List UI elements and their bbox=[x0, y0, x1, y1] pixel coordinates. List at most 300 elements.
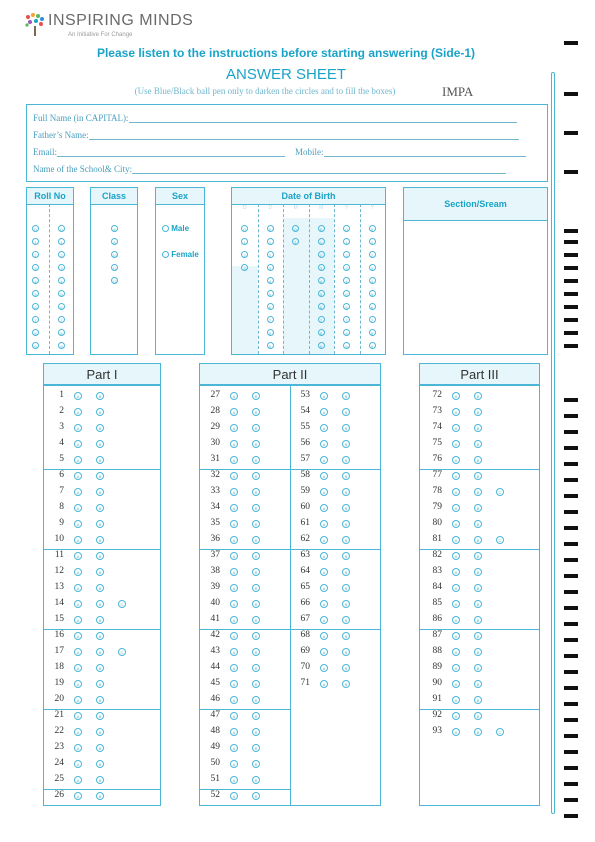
answer-bubble[interactable]: A bbox=[74, 504, 82, 512]
answer-bubble[interactable]: A bbox=[452, 520, 460, 528]
timing-mark bbox=[564, 292, 578, 296]
answer-bubble[interactable]: B bbox=[96, 424, 104, 432]
dob-bubble[interactable]: 4 bbox=[267, 277, 274, 284]
dob-bubble[interactable]: 8 bbox=[267, 329, 274, 336]
answer-bubble[interactable]: B bbox=[252, 552, 260, 560]
answer-bubble[interactable]: B bbox=[342, 440, 350, 448]
question-number: 27 bbox=[210, 390, 220, 400]
answer-bubble[interactable]: B bbox=[96, 552, 104, 560]
question-number: 51 bbox=[210, 774, 220, 784]
dob-bubble[interactable]: 7 bbox=[343, 316, 350, 323]
answer-bubble[interactable]: B bbox=[474, 696, 482, 704]
dob-bubble[interactable]: 0 bbox=[318, 225, 325, 232]
answer-bubble[interactable]: B bbox=[342, 488, 350, 496]
answer-bubble[interactable]: B bbox=[96, 760, 104, 768]
dob-bubble[interactable]: 2 bbox=[318, 251, 325, 258]
answer-bubble[interactable]: B bbox=[252, 392, 260, 400]
dob-bubble[interactable]: 0 bbox=[369, 225, 376, 232]
answer-bubble[interactable]: B bbox=[96, 568, 104, 576]
email-row[interactable] bbox=[33, 147, 285, 157]
answer-bubble[interactable]: A bbox=[74, 584, 82, 592]
roll-bubble[interactable]: 2 bbox=[58, 251, 65, 258]
answer-bubble[interactable]: B bbox=[252, 488, 260, 496]
answer-bubble[interactable]: B bbox=[342, 664, 350, 672]
answer-bubble[interactable]: B bbox=[96, 392, 104, 400]
answer-bubble[interactable]: A bbox=[230, 488, 238, 496]
answer-bubble[interactable]: B bbox=[96, 792, 104, 800]
answer-bubble[interactable]: A bbox=[230, 504, 238, 512]
answer-bubble[interactable]: B bbox=[474, 600, 482, 608]
section-box[interactable] bbox=[403, 187, 548, 355]
question-number: 55 bbox=[300, 422, 310, 432]
answer-bubble[interactable]: A bbox=[452, 584, 460, 592]
female-option[interactable] bbox=[162, 250, 199, 259]
answer-bubble[interactable]: A bbox=[74, 472, 82, 480]
answer-bubble[interactable]: A bbox=[230, 648, 238, 656]
answer-bubble[interactable]: A bbox=[230, 440, 238, 448]
dob-bubble[interactable]: 1 bbox=[343, 238, 350, 245]
answer-bubble[interactable]: A bbox=[320, 616, 328, 624]
question-number: 1 bbox=[59, 390, 64, 400]
answer-bubble[interactable]: A bbox=[74, 424, 82, 432]
answer-bubble[interactable]: A bbox=[74, 488, 82, 496]
answer-bubble[interactable]: B bbox=[252, 728, 260, 736]
dob-shade bbox=[232, 266, 258, 354]
answer-bubble[interactable]: B bbox=[96, 536, 104, 544]
timing-mark bbox=[564, 462, 578, 466]
logo bbox=[24, 12, 204, 48]
answer-bubble[interactable]: B bbox=[474, 712, 482, 720]
answer-bubble[interactable]: A bbox=[230, 776, 238, 784]
timing-mark bbox=[564, 240, 578, 244]
answer-bubble[interactable]: B bbox=[96, 408, 104, 416]
timing-mark bbox=[564, 654, 578, 658]
answer-bubble[interactable]: B bbox=[342, 456, 350, 464]
answer-bubble[interactable]: B bbox=[252, 424, 260, 432]
answer-bubble[interactable]: B bbox=[474, 472, 482, 480]
answer-bubble[interactable]: B bbox=[252, 584, 260, 592]
roll-bubble[interactable]: 8 bbox=[58, 329, 65, 336]
question-number: 66 bbox=[300, 598, 310, 608]
full-name-row[interactable] bbox=[33, 113, 517, 123]
dob-bubble[interactable]: 3 bbox=[343, 264, 350, 271]
answer-bubble[interactable]: A bbox=[230, 536, 238, 544]
answer-bubble[interactable]: B bbox=[474, 440, 482, 448]
answer-bubble[interactable]: A bbox=[320, 440, 328, 448]
answer-bubble[interactable]: B bbox=[474, 648, 482, 656]
answer-bubble[interactable]: A bbox=[452, 600, 460, 608]
class-bubble[interactable]: 8 bbox=[111, 238, 118, 245]
dob-bubble[interactable]: 2 bbox=[343, 251, 350, 258]
answer-bubble[interactable]: A bbox=[230, 568, 238, 576]
dob-bubble[interactable]: 4 bbox=[343, 277, 350, 284]
answer-bubble[interactable]: A bbox=[74, 792, 82, 800]
answer-bubble[interactable]: A bbox=[230, 760, 238, 768]
timing-mark bbox=[564, 305, 578, 309]
answer-bubble[interactable]: B bbox=[342, 536, 350, 544]
answer-bubble[interactable]: B bbox=[252, 600, 260, 608]
dob-bubble[interactable]: 5 bbox=[318, 290, 325, 297]
roll-bubble[interactable]: 6 bbox=[58, 303, 65, 310]
dob-bubble[interactable]: 8 bbox=[343, 329, 350, 336]
class-label: Class bbox=[91, 188, 137, 205]
answer-bubble[interactable]: B bbox=[96, 520, 104, 528]
question-number: 84 bbox=[432, 582, 442, 592]
dob-bubble[interactable]: 5 bbox=[267, 290, 274, 297]
answer-bubble[interactable]: B bbox=[252, 632, 260, 640]
answer-bubble[interactable]: A bbox=[452, 536, 460, 544]
question-number: 43 bbox=[210, 646, 220, 656]
mobile-row[interactable] bbox=[295, 147, 526, 157]
answer-bubble[interactable]: B bbox=[474, 552, 482, 560]
answer-bubble[interactable]: A bbox=[74, 728, 82, 736]
roll-bubble[interactable]: 4 bbox=[58, 277, 65, 284]
answer-bubble[interactable]: B bbox=[96, 456, 104, 464]
answer-bubble[interactable]: B bbox=[252, 616, 260, 624]
dob-bubble[interactable]: 8 bbox=[318, 329, 325, 336]
answer-bubble[interactable]: A bbox=[74, 536, 82, 544]
answer-bubble[interactable]: A bbox=[74, 440, 82, 448]
dob-bubble[interactable]: 6 bbox=[343, 303, 350, 310]
dob-bubble[interactable]: 1 bbox=[292, 238, 299, 245]
answer-bubble[interactable]: B bbox=[474, 488, 482, 496]
answer-bubble[interactable]: B bbox=[252, 744, 260, 752]
answer-bubble[interactable]: A bbox=[320, 632, 328, 640]
answer-bubble[interactable]: A bbox=[320, 488, 328, 496]
answer-bubble[interactable]: A bbox=[452, 424, 460, 432]
dob-bubble[interactable]: 0 bbox=[241, 225, 248, 232]
dob-bubble[interactable]: 1 bbox=[369, 238, 376, 245]
answer-bubble[interactable]: B bbox=[96, 728, 104, 736]
answer-bubble[interactable]: C bbox=[496, 488, 504, 496]
answer-bubble[interactable]: B bbox=[474, 632, 482, 640]
answer-bubble[interactable]: A bbox=[452, 472, 460, 480]
timing-mark bbox=[564, 750, 578, 754]
answer-bubble[interactable]: B bbox=[96, 472, 104, 480]
answer-bubble[interactable]: A bbox=[230, 664, 238, 672]
answer-bubble[interactable]: A bbox=[230, 520, 238, 528]
answer-bubble[interactable]: B bbox=[252, 712, 260, 720]
answer-bubble[interactable]: B bbox=[342, 520, 350, 528]
answer-bubble[interactable]: B bbox=[342, 680, 350, 688]
answer-bubble[interactable]: A bbox=[320, 472, 328, 480]
answer-bubble[interactable]: B bbox=[252, 504, 260, 512]
dob-bubble[interactable]: 9 bbox=[343, 342, 350, 349]
answer-bubble[interactable]: B bbox=[96, 664, 104, 672]
answer-bubble[interactable]: A bbox=[452, 440, 460, 448]
roll-bubble[interactable]: 1 bbox=[58, 238, 65, 245]
answer-bubble[interactable]: A bbox=[452, 648, 460, 656]
roll-bubble[interactable]: 8 bbox=[32, 329, 39, 336]
answer-bubble[interactable]: B bbox=[474, 392, 482, 400]
answer-bubble[interactable]: B bbox=[342, 600, 350, 608]
timing-mark bbox=[564, 494, 578, 498]
answer-bubble[interactable]: A bbox=[452, 456, 460, 464]
answer-bubble[interactable]: A bbox=[230, 680, 238, 688]
answer-bubble[interactable]: A bbox=[320, 536, 328, 544]
answer-bubble[interactable]: B bbox=[342, 568, 350, 576]
answer-bubble[interactable]: C bbox=[118, 648, 126, 656]
dob-bubble[interactable]: 3 bbox=[267, 264, 274, 271]
answer-bubble[interactable]: B bbox=[96, 680, 104, 688]
roll-bubble[interactable]: 6 bbox=[32, 303, 39, 310]
roll-bubble[interactable]: 2 bbox=[32, 251, 39, 258]
dob-bubble[interactable]: 9 bbox=[318, 342, 325, 349]
class-bubble[interactable]: 6 bbox=[111, 225, 118, 232]
answer-bubble[interactable]: A bbox=[230, 600, 238, 608]
answer-bubble[interactable]: A bbox=[74, 456, 82, 464]
timing-mark bbox=[564, 782, 578, 786]
answer-bubble[interactable]: A bbox=[452, 616, 460, 624]
answer-bubble[interactable]: B bbox=[342, 632, 350, 640]
question-number: 68 bbox=[300, 630, 310, 640]
answer-bubble[interactable]: B bbox=[474, 568, 482, 576]
question-number: 57 bbox=[300, 454, 310, 464]
answer-bubble[interactable]: A bbox=[452, 632, 460, 640]
answer-bubble[interactable]: A bbox=[320, 392, 328, 400]
roll-bubble[interactable]: 9 bbox=[58, 342, 65, 349]
dob-bubble[interactable]: 2 bbox=[369, 251, 376, 258]
roll-bubble[interactable]: 0 bbox=[32, 225, 39, 232]
answer-bubble[interactable]: A bbox=[74, 520, 82, 528]
dob-bubble[interactable]: 6 bbox=[267, 303, 274, 310]
answer-bubble[interactable]: A bbox=[230, 552, 238, 560]
answer-bubble[interactable]: A bbox=[74, 392, 82, 400]
answer-bubble[interactable]: A bbox=[320, 584, 328, 592]
answer-bubble[interactable]: B bbox=[252, 456, 260, 464]
dob-bubble[interactable]: 5 bbox=[343, 290, 350, 297]
answer-bubble[interactable]: B bbox=[474, 408, 482, 416]
answer-bubble[interactable]: A bbox=[230, 744, 238, 752]
dob-bubble[interactable]: 4 bbox=[369, 277, 376, 284]
answer-bubble[interactable]: A bbox=[74, 744, 82, 752]
male-option[interactable] bbox=[162, 224, 189, 233]
answer-bubble[interactable]: B bbox=[474, 456, 482, 464]
question-number: 59 bbox=[300, 486, 310, 496]
answer-bubble[interactable]: B bbox=[252, 760, 260, 768]
logo-name: INSPIRING MINDS bbox=[48, 12, 194, 29]
answer-bubble[interactable]: B bbox=[474, 728, 482, 736]
answer-bubble[interactable]: A bbox=[230, 696, 238, 704]
question-number: 69 bbox=[300, 646, 310, 656]
dob-bubble[interactable]: 4 bbox=[318, 277, 325, 284]
answer-bubble[interactable]: B bbox=[96, 584, 104, 592]
answer-bubble[interactable]: B bbox=[474, 504, 482, 512]
answer-bubble[interactable]: B bbox=[252, 696, 260, 704]
answer-bubble[interactable]: A bbox=[74, 664, 82, 672]
answer-bubble[interactable]: A bbox=[320, 568, 328, 576]
roll-bubble[interactable]: 9 bbox=[32, 342, 39, 349]
answer-bubble[interactable]: B bbox=[474, 664, 482, 672]
answer-bubble[interactable]: B bbox=[342, 408, 350, 416]
dob-bubble[interactable]: 2 bbox=[241, 251, 248, 258]
timing-mark bbox=[564, 622, 578, 626]
answer-bubble[interactable]: B bbox=[252, 680, 260, 688]
answer-bubble[interactable]: B bbox=[474, 424, 482, 432]
answer-bubble[interactable]: A bbox=[74, 648, 82, 656]
answer-bubble[interactable]: A bbox=[230, 456, 238, 464]
answer-bubble[interactable]: B bbox=[96, 600, 104, 608]
answer-bubble[interactable]: B bbox=[474, 536, 482, 544]
answer-bubble[interactable]: B bbox=[96, 776, 104, 784]
dob-bubble[interactable]: 8 bbox=[369, 329, 376, 336]
answer-bubble[interactable]: B bbox=[342, 504, 350, 512]
answer-bubble[interactable]: A bbox=[74, 600, 82, 608]
answer-bubble[interactable]: B bbox=[252, 568, 260, 576]
answer-bubble[interactable]: C bbox=[496, 536, 504, 544]
answer-bubble[interactable]: A bbox=[74, 568, 82, 576]
answer-bubble[interactable]: A bbox=[320, 648, 328, 656]
answer-bubble[interactable]: A bbox=[320, 680, 328, 688]
answer-bubble[interactable]: B bbox=[342, 616, 350, 624]
answer-bubble[interactable]: A bbox=[230, 424, 238, 432]
dob-bubble[interactable]: 5 bbox=[369, 290, 376, 297]
answer-bubble[interactable]: A bbox=[452, 568, 460, 576]
dob-bubble[interactable]: 7 bbox=[267, 316, 274, 323]
school-row[interactable] bbox=[33, 164, 506, 174]
timing-mark bbox=[564, 266, 578, 270]
answer-bubble[interactable]: B bbox=[96, 712, 104, 720]
answer-bubble[interactable]: A bbox=[230, 408, 238, 416]
question-number: 83 bbox=[432, 566, 442, 576]
answer-bubble[interactable]: B bbox=[342, 392, 350, 400]
answer-bubble[interactable]: A bbox=[74, 680, 82, 688]
answer-bubble[interactable]: B bbox=[474, 584, 482, 592]
answer-bubble[interactable]: B bbox=[252, 664, 260, 672]
answer-bubble[interactable]: A bbox=[74, 616, 82, 624]
dob-bubble[interactable]: 3 bbox=[318, 264, 325, 271]
answer-bubble[interactable]: B bbox=[252, 472, 260, 480]
answer-bubble[interactable]: B bbox=[342, 472, 350, 480]
dob-bubble[interactable]: 6 bbox=[369, 303, 376, 310]
answer-bubble[interactable]: A bbox=[320, 408, 328, 416]
answer-bubble[interactable]: A bbox=[320, 504, 328, 512]
answer-bubble[interactable]: A bbox=[452, 712, 460, 720]
answer-bubble[interactable]: B bbox=[342, 648, 350, 656]
answer-bubble[interactable]: B bbox=[96, 488, 104, 496]
answer-bubble[interactable]: A bbox=[230, 632, 238, 640]
question-number: 87 bbox=[432, 630, 442, 640]
answer-bubble[interactable]: A bbox=[230, 792, 238, 800]
answer-bubble[interactable]: B bbox=[252, 536, 260, 544]
roll-bubble[interactable]: 5 bbox=[32, 290, 39, 297]
answer-bubble[interactable]: B bbox=[96, 504, 104, 512]
answer-bubble[interactable]: A bbox=[452, 392, 460, 400]
class-bubble[interactable]: 12 bbox=[112, 279, 117, 284]
answer-bubble[interactable]: A bbox=[452, 696, 460, 704]
question-number: 13 bbox=[54, 582, 64, 592]
roll-bubble[interactable]: 3 bbox=[32, 264, 39, 271]
answer-bubble[interactable]: A bbox=[230, 616, 238, 624]
father-name-row[interactable] bbox=[33, 130, 519, 140]
answer-bubble[interactable]: A bbox=[230, 728, 238, 736]
roll-bubble[interactable]: 7 bbox=[58, 316, 65, 323]
roll-bubble[interactable]: 1 bbox=[32, 238, 39, 245]
question-number: 61 bbox=[300, 518, 310, 528]
dob-bubble[interactable]: 3 bbox=[369, 264, 376, 271]
answer-bubble[interactable]: B bbox=[252, 408, 260, 416]
roll-no-box bbox=[26, 187, 74, 355]
answer-bubble[interactable]: A bbox=[320, 456, 328, 464]
roll-bubble[interactable]: 5 bbox=[58, 290, 65, 297]
dob-bubble[interactable]: 0 bbox=[292, 225, 299, 232]
dob-bubble[interactable]: 1 bbox=[241, 238, 248, 245]
answer-bubble[interactable]: B bbox=[342, 424, 350, 432]
answer-bubble[interactable]: A bbox=[74, 408, 82, 416]
answer-bubble[interactable]: B bbox=[474, 616, 482, 624]
answer-bubble[interactable]: A bbox=[452, 504, 460, 512]
answer-bubble[interactable]: A bbox=[230, 392, 238, 400]
dob-bubble[interactable]: 1 bbox=[267, 238, 274, 245]
answer-bubble[interactable]: A bbox=[230, 584, 238, 592]
answer-bubble[interactable]: B bbox=[252, 648, 260, 656]
answer-bubble[interactable]: A bbox=[74, 760, 82, 768]
dob-bubble[interactable]: 9 bbox=[267, 342, 274, 349]
answer-bubble[interactable]: A bbox=[74, 776, 82, 784]
answer-bubble[interactable]: C bbox=[118, 600, 126, 608]
answer-bubble[interactable]: B bbox=[252, 792, 260, 800]
answer-bubble[interactable]: A bbox=[74, 696, 82, 704]
dob-bubble[interactable]: 3 bbox=[241, 264, 248, 271]
roll-bubble[interactable]: 0 bbox=[58, 225, 65, 232]
answer-bubble[interactable]: A bbox=[452, 488, 460, 496]
answer-bubble[interactable]: A bbox=[452, 728, 460, 736]
answer-bubble[interactable]: A bbox=[320, 424, 328, 432]
dob-bubble[interactable]: 9 bbox=[369, 342, 376, 349]
answer-bubble[interactable]: A bbox=[230, 712, 238, 720]
dob-bubble[interactable]: 1 bbox=[318, 238, 325, 245]
answer-bubble[interactable]: A bbox=[74, 552, 82, 560]
answer-bubble[interactable]: B bbox=[96, 696, 104, 704]
answer-bubble[interactable]: C bbox=[496, 728, 504, 736]
answer-bubble[interactable]: A bbox=[320, 552, 328, 560]
answer-bubble[interactable]: A bbox=[74, 632, 82, 640]
dob-bubble[interactable]: 0 bbox=[267, 225, 274, 232]
answer-bubble[interactable]: A bbox=[452, 664, 460, 672]
answer-bubble[interactable]: A bbox=[320, 600, 328, 608]
answer-bubble[interactable]: A bbox=[452, 408, 460, 416]
answer-bubble[interactable]: A bbox=[230, 472, 238, 480]
class-bubble[interactable]: 10 bbox=[112, 253, 117, 258]
answer-bubble[interactable]: B bbox=[96, 744, 104, 752]
dob-bubble[interactable]: 6 bbox=[318, 303, 325, 310]
answer-bubble[interactable]: B bbox=[252, 776, 260, 784]
dob-bubble[interactable]: 2 bbox=[267, 251, 274, 258]
dob-bubble[interactable]: 0 bbox=[343, 225, 350, 232]
dob-bubble[interactable]: 7 bbox=[369, 316, 376, 323]
roll-bubble[interactable]: 7 bbox=[32, 316, 39, 323]
answer-bubble[interactable]: B bbox=[474, 680, 482, 688]
answer-bubble[interactable]: B bbox=[96, 616, 104, 624]
roll-bubble[interactable]: 3 bbox=[58, 264, 65, 271]
answer-bubble[interactable]: B bbox=[342, 584, 350, 592]
answer-bubble[interactable]: B bbox=[96, 648, 104, 656]
answer-bubble[interactable]: B bbox=[96, 440, 104, 448]
answer-bubble[interactable]: B bbox=[474, 520, 482, 528]
answer-bubble[interactable]: A bbox=[452, 552, 460, 560]
answer-bubble[interactable]: B bbox=[252, 520, 260, 528]
roll-bubble[interactable]: 4 bbox=[32, 277, 39, 284]
answer-bubble[interactable]: A bbox=[452, 680, 460, 688]
answer-bubble[interactable]: A bbox=[74, 712, 82, 720]
dob-bubble[interactable]: 7 bbox=[318, 316, 325, 323]
answer-bubble[interactable]: B bbox=[96, 632, 104, 640]
answer-bubble[interactable]: A bbox=[320, 520, 328, 528]
class-bubble[interactable]: 11 bbox=[112, 266, 117, 271]
answer-bubble[interactable]: B bbox=[252, 440, 260, 448]
answer-bubble[interactable]: A bbox=[320, 664, 328, 672]
answer-bubble[interactable]: B bbox=[342, 552, 350, 560]
